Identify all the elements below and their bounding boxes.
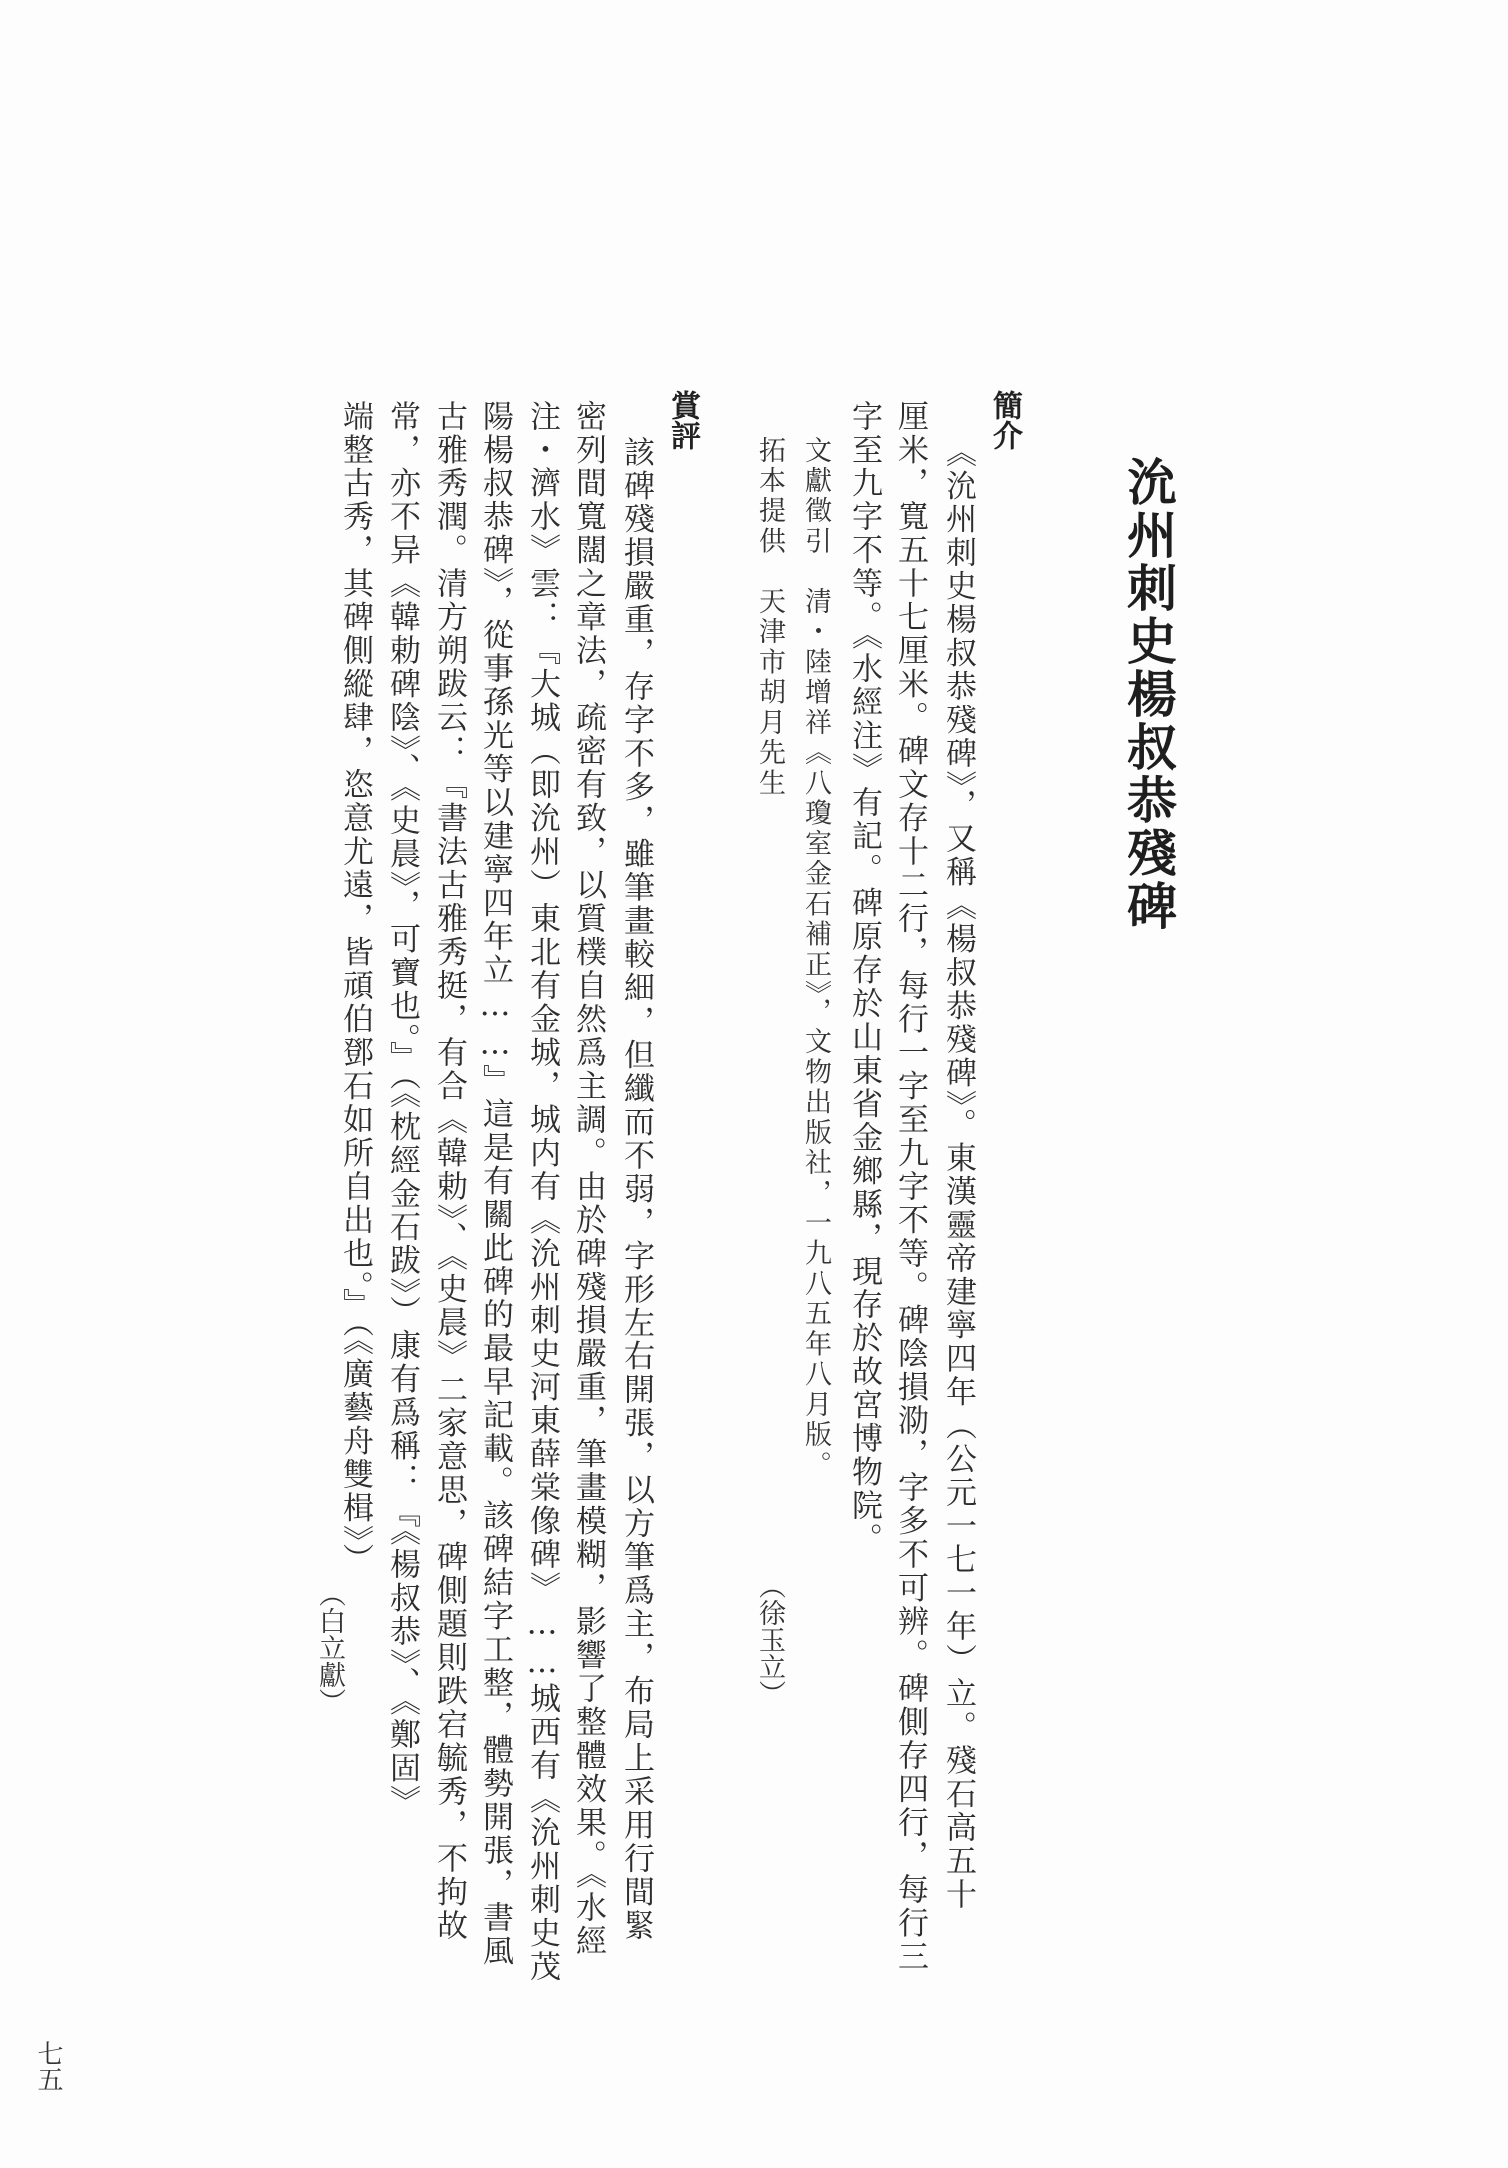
intro-heading: 簡介 (987, 390, 1022, 450)
intro-paragraph-line: 字至九字不等。《水經注》有記。碑原存於山東省金鄉縣，現存於故宮博物院。 (846, 400, 882, 1557)
rubbing-credit-line: 拓本提供 天津市胡月先生 (754, 436, 785, 799)
reference-line: 文獻徵引 清・陸增祥《八瓊室金石補正》，文物出版社，一九八五年八月版。 (800, 436, 831, 1481)
review-paragraph-line: 注・濟水》雲：『大城（即沇州）東北有金城，城内有《沇州刺史河東薛棠像碑》……城西有《沇州刺史茂 (524, 400, 560, 1984)
review-paragraph-line: 端整古秀，其碑側縱肆，恣意尤遠，皆頑伯鄧石如所自出也。』（《廣藝舟雙楫》） (337, 400, 373, 1577)
intro-paragraph-line: 厘米，寬五十七厘米。碑文存十二行，每行一字至九字不等。碑陰損泐，字多不可辨。碑側存四行，每行三 (892, 400, 928, 1974)
review-author: （白立獻） (314, 1580, 345, 1715)
review-paragraph-line: 常，亦不异《韓勅碑陰》、《史晨》，可寶也。』（《枕經金石跋》）康有爲稱：『《楊叔恭》、《鄭固》 (384, 400, 420, 1819)
page-number: 七五 (33, 2040, 63, 2092)
intro-author: （徐玉立） (754, 1572, 785, 1707)
review-paragraph-line: 密列間寬闊之章法，疏密有致，以質樸自然爲主調。由於碑殘損嚴重，筆畫模糊，影響了整體效果。《水經 (570, 400, 606, 1959)
review-heading: 賞評 (665, 390, 700, 450)
page-title: 沇州刺史楊叔恭殘碑 (1119, 456, 1178, 933)
intro-paragraph-line: 《沇州刺史楊叔恭殘碑》，又稱《楊叔恭殘碑》。東漢靈帝建寧四年（公元一七一年）立。殘石高五十 (940, 436, 976, 1912)
review-paragraph-line: 古雅秀潤。清方朔跋云：『書法古雅秀挺，有合《韓勅》、《史晨》二家意思，碑側題則跌宕毓秀，不拘故 (431, 400, 467, 1943)
review-paragraph-line: 陽楊叔恭碑》，從事孫光等以建寧四年立……』這是有關此碑的最早記載。該碑結字工整，體勢開張，書風 (477, 400, 513, 1969)
review-paragraph-line: 該碑殘損嚴重，存字不多，雖筆畫較細，但纖而不弱，字形左右開張，以方筆爲主，布局上采用行間緊 (618, 436, 654, 1943)
